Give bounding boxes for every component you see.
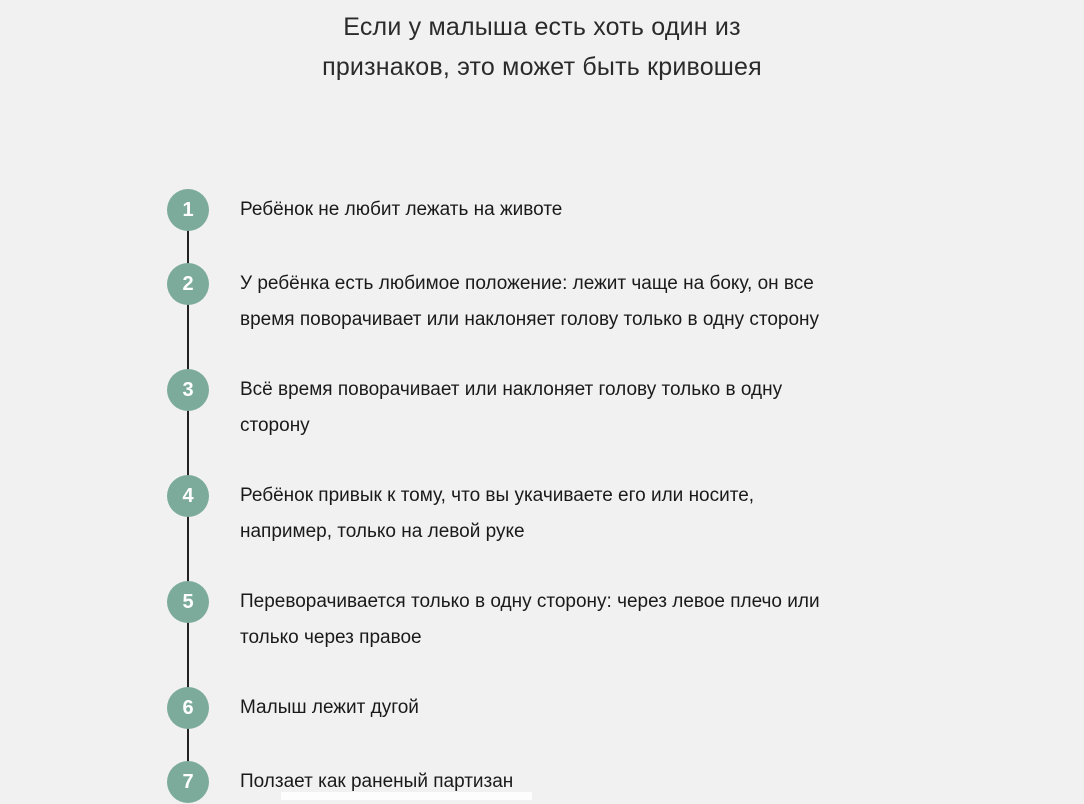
text-line: только через правое: [240, 627, 422, 648]
list-item: [167, 690, 947, 730]
text-line: например, только на левой руке: [240, 521, 525, 542]
step-number: 4: [182, 484, 194, 507]
page-title-line-1: Если у малыша есть хоть один из: [343, 13, 741, 41]
list-item-text: [240, 584, 947, 656]
step-number-badge: [167, 263, 209, 305]
list-item-text: [240, 372, 947, 444]
list-item: [167, 266, 947, 338]
list-item: [167, 372, 947, 444]
step-number-badge: [167, 369, 209, 411]
page-title-line-2: признаков, это может быть кривошея: [322, 53, 762, 81]
text-line: Ползает как раненый партизан: [240, 771, 514, 792]
list-item-text: [240, 192, 947, 228]
text-line: Всё время поворачивает или наклоняет голову только в одну: [240, 379, 783, 400]
symptom-timeline: [167, 192, 947, 804]
step-number-badge: [167, 189, 209, 231]
step-number-badge: [167, 687, 209, 729]
list-item-text: [240, 266, 947, 338]
text-line: время поворачивает или наклоняет голову только в одну сторону: [240, 309, 820, 330]
step-number: 7: [182, 770, 194, 793]
step-number: 1: [182, 198, 194, 221]
text-line: сторону: [240, 415, 310, 436]
page-title: [0, 0, 1084, 87]
list-item: [167, 584, 947, 656]
list-item: [167, 192, 947, 232]
list-item-text: [240, 478, 947, 550]
text-line: У ребёнка есть любимое положение: лежит чаще на боку, он все: [240, 273, 814, 294]
step-number-badge: [167, 761, 209, 803]
step-number: 2: [182, 272, 194, 295]
step-number-badge: [167, 475, 209, 517]
list-item: [167, 478, 947, 550]
step-number: 3: [182, 378, 194, 401]
list-item-text: [240, 690, 947, 726]
text-line: Ребёнок привык к тому, что вы укачиваете его или носите,: [240, 485, 755, 506]
text-line: Ребёнок не любит лежать на животе: [240, 199, 563, 220]
step-number: 6: [182, 696, 194, 719]
bottom-page-edge: [281, 792, 532, 800]
step-number-badge: [167, 581, 209, 623]
step-number: 5: [182, 590, 194, 613]
text-line: Переворачивается только в одну сторону: через левое плечо или: [240, 591, 820, 612]
text-line: Малыш лежит дугой: [240, 697, 419, 718]
